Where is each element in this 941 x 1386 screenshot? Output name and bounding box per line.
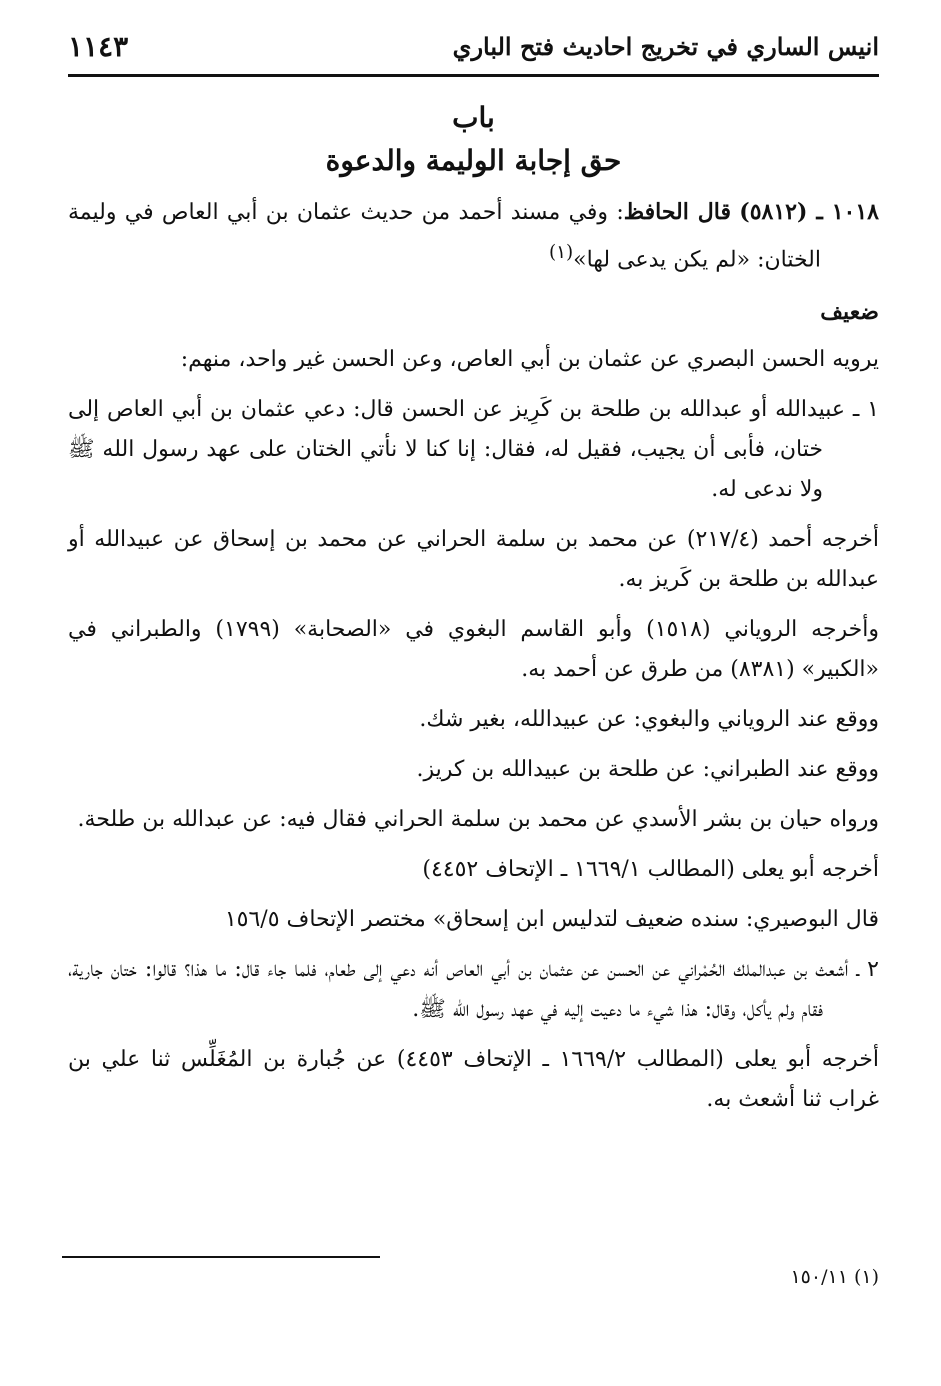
narration-item: ١ ـ عبيدالله أو عبدالله بن طلحة بن كَرِيز عن الحسن قال: دعي عثمان بن أبي العاص إلى ختان، فأبى أن يجيب، فقيل له، فقال: إنا كنا لا نأتي الختان على عهد رسول الله ﷺ ولا ندعى له. — [68, 397, 879, 503]
page-number: ١١٤٣ — [68, 30, 129, 63]
entry-number: ١٠١٨ ـ (٥٨١٢) — [739, 199, 879, 225]
paragraph: ورواه حيان بن بشر الأسدي عن محمد بن سلمة الحراني فقال فيه: عن عبدالله بن طلحة. — [77, 807, 879, 833]
chapter-title: حق إجابة الوليمة والدعوة — [325, 144, 622, 177]
entry-speaker: قال الحافظ — [623, 199, 732, 225]
paragraph: أخرجه أبو يعلى (المطالب ١٦٦٩/١ ـ الإتحاف ٤٤٥٢) — [422, 857, 879, 883]
paragraph: أخرجه أبو يعلى (المطالب ١٦٦٩/٢ ـ الإتحاف ٤٤٥٣) عن جُبارة بن المُغَلِّس ثنا علي بن غراب ثنا أشعث به. — [68, 1047, 880, 1113]
hadith-entry — [68, 192, 879, 280]
grade-label: ضعيف — [820, 299, 879, 326]
narration-item: ٢ ـ أشعث بن عبدالملك الحُمْراني عن الحسن عن عثمان بن أبي العاص أنه دعي إلى طعام، فلما جاء قال: ما هذا؟ قالوا: ختان جارية، فقام ولم يأكل، وقال: هذا شيء ما دعيت إليه في عهد رسول الله ﷺ. — [68, 957, 879, 1023]
page-body — [68, 98, 879, 1120]
footnote: (١) ١٥٠/١١ — [790, 1266, 879, 1288]
paragraph: ووقع عند الروياني والبغوي: عن عبيدالله، بغير شك. — [419, 707, 879, 733]
header-divider — [68, 74, 879, 77]
paragraph: قال البوصيري: سنده ضعيف لتدليس ابن إسحاق» مختصر الإتحاف ١٥٦/٥ — [224, 907, 879, 933]
entry-text: : وفي مسند أحمد من حديث عثمان بن أبي العاص في وليمة الختان: «لم يكن يدعى لها» — [68, 200, 821, 273]
footnote-ref: (١) — [548, 242, 574, 263]
paragraph: وأخرجه الروياني (١٥١٨) وأبو القاسم البغوي في «الصحابة» (١٧٩٩) والطبراني في «الكبير» (٨٣٨١) من طرق عن أحمد به. — [68, 617, 879, 683]
chapter-label: باب — [452, 101, 495, 134]
paragraph: يرويه الحسن البصري عن عثمان بن أبي العاص، وعن الحسن غير واحد، منهم: — [180, 347, 879, 373]
page-header — [68, 30, 879, 70]
paragraph: أخرجه أحمد (٢١٧/٤) عن محمد بن سلمة الحراني عن محمد بن إسحاق عن عبيدالله أو عبدالله بن طلحة بن كَريز به. — [68, 527, 879, 593]
paragraph: ووقع عند الطبراني: عن طلحة بن عبيدالله بن كريز. — [416, 757, 879, 783]
running-title: انيس الساري في تخريج احاديث فتح الباري — [452, 32, 879, 61]
footnote-divider — [62, 1256, 380, 1258]
